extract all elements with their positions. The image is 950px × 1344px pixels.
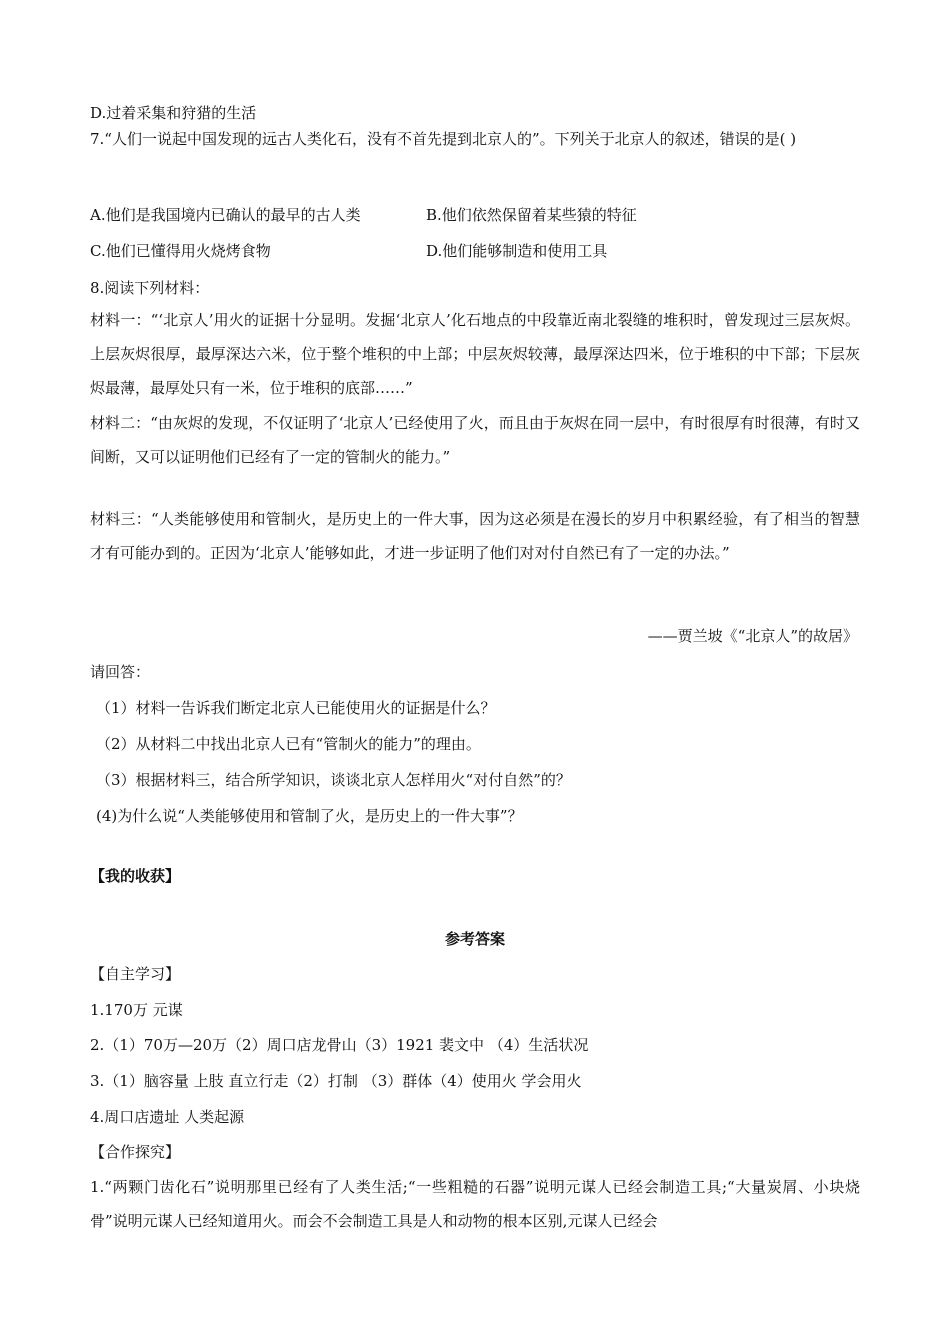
q8-sub-1: （1）材料一告诉我们断定北京人已能使用火的证据是什么？ — [96, 699, 496, 717]
answer-4: 4.周口店遗址 人类起源 — [90, 1108, 245, 1126]
q6-option-d: D.过着采集和狩猎的生活 — [90, 104, 257, 122]
q8-material-2: 材料二：“由灰烬的发现，不仅证明了‘北京人’已经使用了火，而且由于灰烬在同一层中，有时很厚有时很薄，有时又间断，又可以证明他们已经有了一定的管制火的能力。” — [90, 414, 860, 466]
q8-sub-4: (4)为什么说“人类能够使用和管制了火，是历史上的一件大事”？ — [96, 807, 523, 825]
coop-answer-1: 1.“两颗门齿化石”说明那里已经有了人类生活;“一些粗糙的石器”说明元谋人已经会制造工具;“大量炭屑、小块烧骨”说明元谋人已经知道用火。而会不会制造工具是人和动物的根本区别,元谋人已经会 — [90, 1178, 860, 1230]
q7-option-b: B.他们依然保留着某些猿的特征 — [426, 206, 637, 224]
q7-option-a: A.他们是我国境内已确认的最早的古人类 — [90, 206, 361, 224]
q8-sub-2: （2）从材料二中找出北京人已有“管制火的能力”的理由。 — [96, 735, 481, 753]
q8-material-3: 材料三：“人类能够使用和管制火，是历史上的一件大事，因为这必须是在漫长的岁月中积累经验，有了相当的智慧才有可能办到的。正因为‘北京人’能够如此，才进一步证明了他们对对付自然已有了一定的办法。” — [90, 510, 860, 562]
answer-2: 2.（1）70万—20万（2）周口店龙骨山（3）1921 裴文中 （4）生活状况 — [90, 1036, 589, 1054]
q8-stem: 8.阅读下列材料： — [90, 279, 210, 297]
q8-prompt: 请回答： — [90, 663, 151, 681]
q7-stem: 7.“人们一说起中国发现的远古人类化石，没有不首先提到北京人的”。下列关于北京人的叙述，错误的是( ) — [90, 130, 797, 148]
coop-heading: 【合作探究】 — [90, 1143, 181, 1161]
answer-3: 3.（1）脑容量 上肢 直立行走（2）打制 （3）群体（4）使用火 学会用火 — [90, 1072, 582, 1090]
q8-material-1: 材料一：“‘北京人’用火的证据十分显明。发掘‘北京人’化石地点的中段靠近南北裂缝的堆积时，曾发现过三层灰烬。上层灰烬很厚，最厚深达六米，位于整个堆积的中上部；中层灰烬较薄，最厚深达四米，位于堆积的中下部；下层灰烬最薄，最厚处只有一米，位于堆积的底部……” — [90, 311, 860, 397]
q8-sub-3: （3）根据材料三，结合所学知识，谈谈北京人怎样用火“对付自然”的？ — [96, 771, 571, 789]
q8-source: ——贾兰坡《“北京人”的故居》 — [647, 627, 858, 645]
answers-title: 参考答案 — [444, 930, 505, 948]
q7-option-d: D.他们能够制造和使用工具 — [426, 242, 608, 260]
answer-1: 1.170万 元谋 — [90, 1001, 183, 1019]
harvest-heading: 【我的收获】 — [90, 867, 181, 885]
self-study-heading: 【自主学习】 — [90, 965, 181, 983]
q7-option-c: C.他们已懂得用火烧烤食物 — [90, 242, 271, 260]
